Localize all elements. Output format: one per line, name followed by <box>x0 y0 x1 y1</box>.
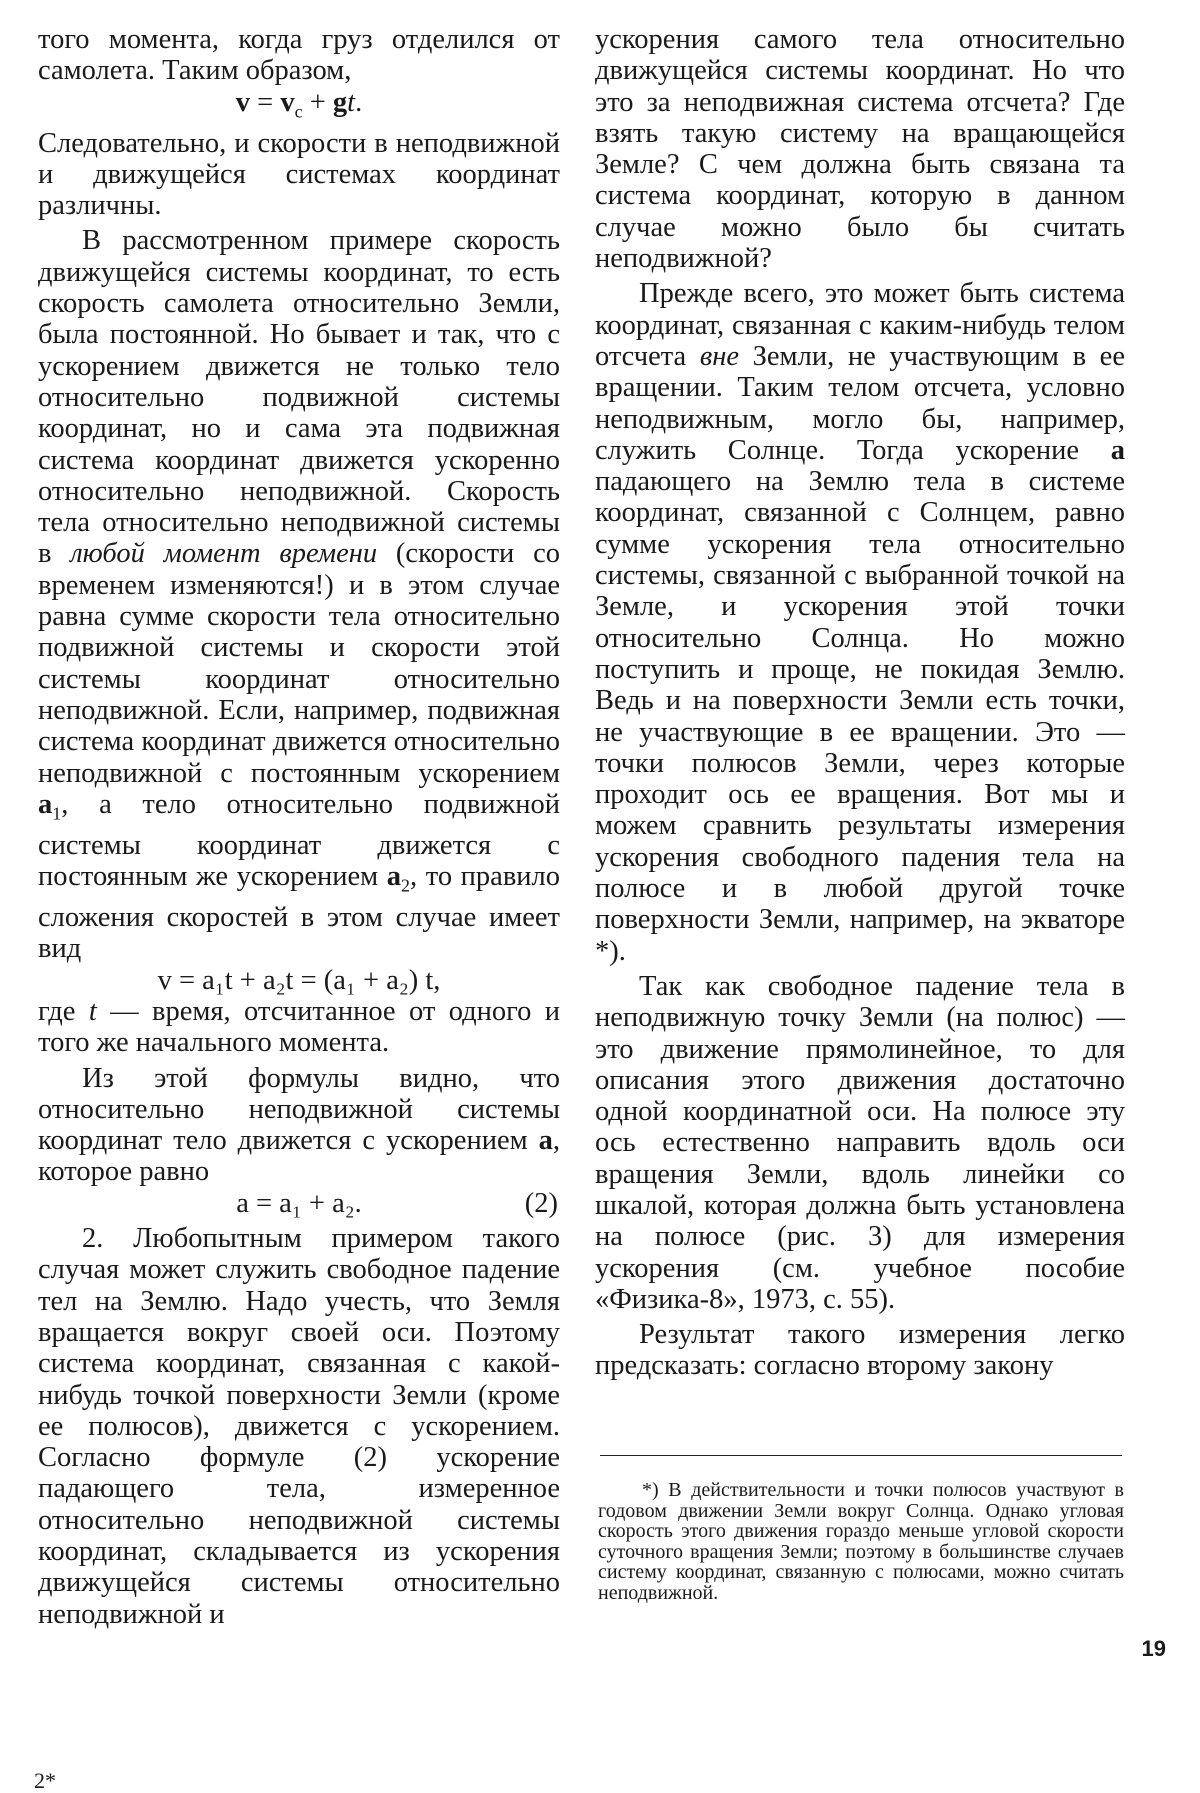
footnote-divider <box>600 1455 1122 1456</box>
formula-2: a = a₁ + a₂. (2) <box>236 1187 558 1219</box>
paragraph-continued-right: ускорения самого тела относительно движущейся системы координат. Но что это за неподвижная система отсчета? Где взять такую систему на вращающейся Земле? С чем должна быть связана та система координат, которую в данном случае можно было бы считать неподвижной? <box>595 24 1125 275</box>
formula-velocity-acceleration: v = a₁t + a₂t = (a₁ + a₂) t, <box>157 964 441 996</box>
formula-velocity-sum: $v = v_c$ + gt. <box>235 86 363 122</box>
paragraph-time-definition: где t — время, отсчитанное от одного и того же начального момента. <box>38 995 560 1059</box>
paragraph-free-fall: 2. Любопытным примером такого случая может служить свободное падение тел на Землю. Надо учесть, что Земля вращается вокруг своей оси. Поэтому система координат, связанная с какой-нибудь точкой поверхности Земли (кроме ее полюсов), движется с ускорением. Согласно формуле (2) ускорение падающего тела, измеренное относительно неподвижной системы координат, складывается из ускорения движущейся системы относительно неподвижной и <box>38 1223 560 1630</box>
paragraph-conclusion: Следовательно, и скорости в неподвижной и движущейся системах координат различны. <box>38 127 560 222</box>
paragraph-pole-axis: Так как свободное падение тела в неподвижную точку Земли (на полюс) — это движение прямолинейное, то для описания этого движения достаточно одной координатной оси. На полюсе эту ось естественно направить вдоль оси вращения Земли, вдоль линейки со шкалой, которая должна быть установлена на полюсе (рис. 3) для измерения ускорения (см. учебное пособие «Физика-8», 1973, с. 55). <box>595 970 1125 1315</box>
right-column <box>595 24 1125 1382</box>
signature-mark: 2* <box>34 1768 56 1793</box>
equation-number: (2) <box>524 1187 558 1219</box>
left-column <box>38 24 560 1630</box>
footnote <box>598 1480 1124 1604</box>
paragraph-accelerated-system: В рассмотренном примере скорость движущейся системы координат, то есть скорость самолета относительно Земли, была постоянной. Но бывает и так, что с ускорением движется не только тело относительно подвижной системы координат, но и сама эта подвижная система координат движется ускоренно относительно неподвижной. Скорость тела относительно неподвижной системы в любой момент времени (скорости со временем изменяются!) и в этом случае равна сумме скорости тела относительно подвижной системы и скорости этой системы координат относительно неподвижной. Если, например, подвижная система координат движется относительно неподвижной с постоянным ускорением $a_1$, а тело относительно подвижной системы координат движется с постоянным же ускорением $a_2$, то правило сложения скоростей в этом случае имеет вид <box>38 225 560 965</box>
paragraph-formula-conclusion: Из этой формулы видно, что относительно неподвижной системы координат тело движется с ускорением a, которое равно <box>38 1062 560 1188</box>
footnote-text: *) В действительности и точки полюсов участвуют в годовом движении Земли вокруг Солнца. Однако угловая скорость этого движения гораздо меньше угловой скорости суточного вращения Земли; поэтому в большинстве случаев систему координат, связанную с полюсами, можно считать неподвижной. <box>598 1479 1124 1604</box>
paragraph-continued: того момента, когда груз отделился от самолета. Таким образом, <box>38 24 560 87</box>
paragraph-reference-body: Прежде всего, это может быть система координат, связанная с каким-нибудь телом отсчета вне Земли, не участвующим в ее вращении. Таким телом отсчета, условно неподвижным, могло бы, например, служить Солнце. Тогда ускорение a падающего на Землю тела в системе координат, связанной с Солнцем, равно сумме ускорения тела относительно системы, связанной с выбранной точкой на Земле, и ускорения этой точки относительно Солнца. Но можно поступить и проще, не покидая Землю. Ведь и на поверхности Земли есть точки, не участвующие в ее вращении. Это — точки полюсов Земли, через которые проходит ось ее вращения. Вот мы и можем сравнить результаты измерения ускорения свободного падения тела на полюсе и в любой другой точке поверхности Земли, например, на экваторе *). <box>595 278 1125 967</box>
page-number: 19 <box>1141 1636 1166 1661</box>
paragraph-result: Результат такого измерения легко предсказать: согласно второму закону <box>595 1319 1125 1382</box>
